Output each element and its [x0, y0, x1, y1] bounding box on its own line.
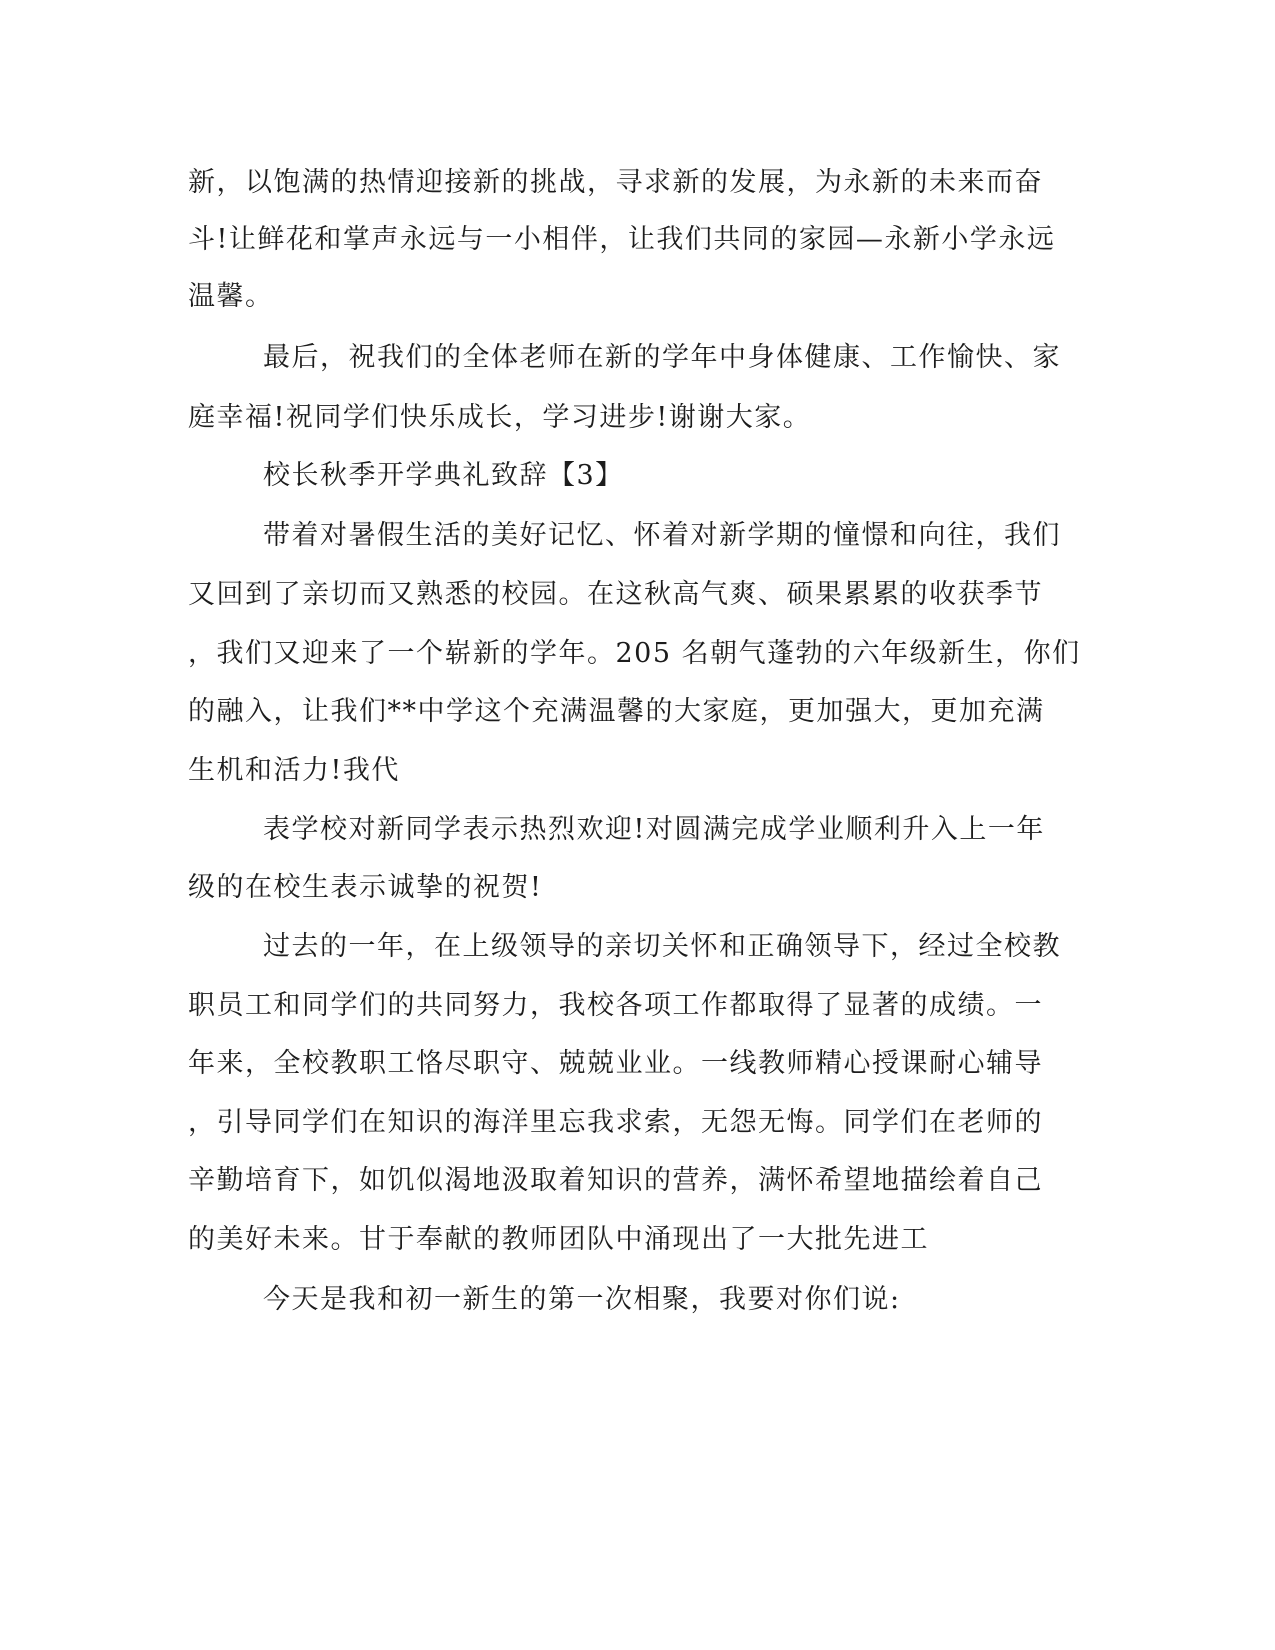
- text-line: 新，以饱满的热情迎接新的挑战，寻求新的发展，为永新的未来而奋: [188, 167, 1043, 198]
- text-line: ，引导同学们在知识的海洋里忘我求索，无怨无悔。同学们在老师的: [188, 1107, 1043, 1138]
- text-line: 辛勤培育下，如饥似渴地汲取着知识的营养，满怀希望地描绘着自己: [188, 1165, 1043, 1196]
- text-line: 温馨。: [188, 281, 274, 312]
- text-line: 职员工和同学们的共同努力，我校各项工作都取得了显著的成绩。一: [188, 990, 1043, 1021]
- text-line: 又回到了亲切而又熟悉的校园。在这秋高气爽、硕果累累的收获季节: [188, 579, 1043, 610]
- text-line: 的美好未来。甘于奉献的教师团队中涌现出了一大批先进工: [188, 1224, 929, 1255]
- text-line: 年来，全校教职工恪尽职守、兢兢业业。一线教师精心授课耐心辅导: [188, 1048, 1043, 1079]
- paragraph-start-line: 带着对暑假生活的美好记忆、怀着对新学期的憧憬和向往，我们: [263, 520, 1061, 551]
- text-line: 的融入，让我们**中学这个充满温馨的大家庭，更加强大，更加充满: [188, 696, 1045, 727]
- paragraph-start-line: 表学校对新同学表示热烈欢迎!对圆满完成学业顺利升入上一年: [263, 814, 1045, 845]
- paragraph-start-line: 最后，祝我们的全体老师在新的学年中身体健康、工作愉快、家: [263, 342, 1061, 373]
- text-line: ，我们又迎来了一个崭新的学年。205 名朝气蓬勃的六年级新生，你们: [188, 638, 1081, 669]
- text-line: 庭幸福!祝同学们快乐成长，学习进步!谢谢大家。: [188, 402, 812, 433]
- paragraph-start-line: 今天是我和初一新生的第一次相聚，我要对你们说:: [263, 1284, 901, 1315]
- text-line: 级的在校生表示诚挚的祝贺!: [188, 872, 543, 903]
- paragraph-start-line: 过去的一年，在上级领导的亲切关怀和正确领导下，经过全校教: [263, 931, 1061, 962]
- text-line: 生机和活力!我代: [188, 755, 400, 786]
- text-line: 斗!让鲜花和掌声永远与一小相伴，让我们共同的家园—永新小学永远: [188, 224, 1056, 255]
- section-heading: 校长秋季开学典礼致辞【3】: [263, 460, 624, 491]
